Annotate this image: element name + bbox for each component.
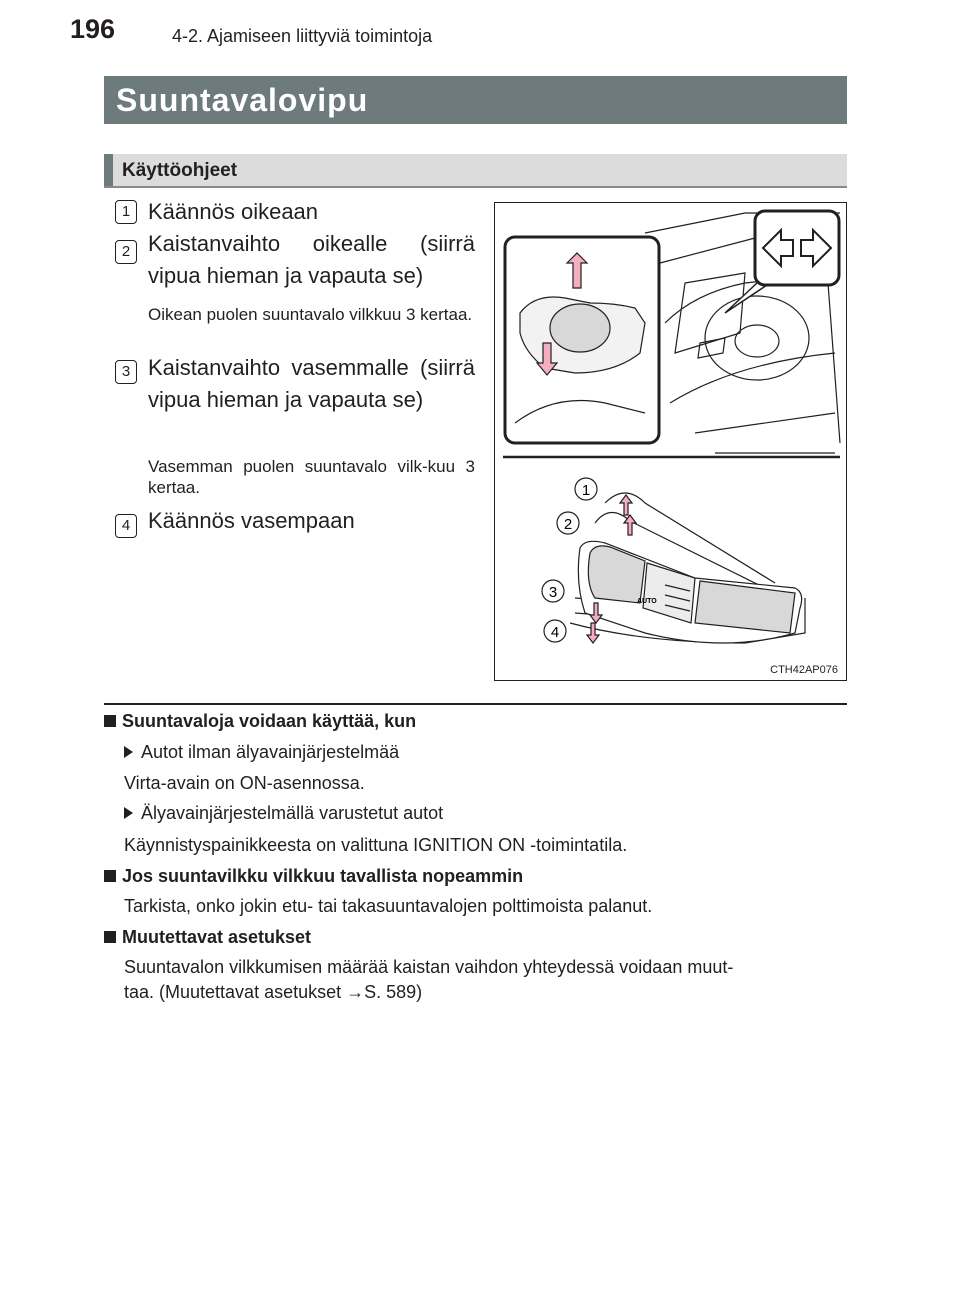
breadcrumb: 4-2. Ajamiseen liittyviä toimintoja xyxy=(172,26,433,46)
auto-switch-label: AUTO xyxy=(637,598,657,605)
figure-code: CTH42AP076 xyxy=(770,664,838,676)
note-heading-2: Jos suuntavilkku vilkkuu tavallista nopeammin xyxy=(104,866,523,887)
item-number-2: 2 xyxy=(115,240,137,264)
divider xyxy=(104,703,847,705)
note-text-2: Tarkista, onko jokin etu- tai takasuuntavalojen polttimoista palanut. xyxy=(124,896,653,916)
note-text-3b: taa. (Muutettavat asetukset →S. 589) xyxy=(124,982,423,1002)
item-text-4: Käännös vasempaan xyxy=(148,508,355,533)
section-header xyxy=(104,154,847,188)
note-heading-1: Suuntavaloja voidaan käyttää, kun xyxy=(104,711,416,732)
section-title: Käyttöohjeet xyxy=(122,160,238,181)
square-bullet-icon xyxy=(104,870,116,882)
callout-label-2: 2 xyxy=(563,516,573,533)
item-note-3: Vasemman puolen suuntavalo vilk-kuu 3 kertaa. xyxy=(148,457,475,497)
note-text-1b: Käynnistyspainikkeesta on valittuna IGNITION ON -toimintatila. xyxy=(124,835,628,855)
note-text-3a: Suuntavalon vilkkumisen määrää kaistan vaihdon yhteydessä voidaan muut- xyxy=(124,957,734,977)
illustration-frame xyxy=(494,202,847,681)
lever-illustration xyxy=(495,203,848,682)
item-number-3: 3 xyxy=(115,360,137,384)
page-number: 196 xyxy=(70,14,116,44)
item-number-1: 1 xyxy=(115,200,137,224)
square-bullet-icon xyxy=(104,931,116,943)
note-text-1a: Virta-avain on ON-asennossa. xyxy=(124,773,365,793)
section-accent xyxy=(104,154,113,186)
note-heading-3: Muutettavat asetukset xyxy=(104,927,311,948)
hand-detail-inset xyxy=(505,237,659,443)
callout-label-3: 3 xyxy=(548,584,558,601)
bullet-1: Autot ilman älyavainjärjestelmää xyxy=(124,742,399,763)
square-bullet-icon xyxy=(104,715,116,727)
triangle-bullet-icon xyxy=(124,807,133,819)
callout-label-1: 1 xyxy=(581,482,591,499)
triangle-bullet-icon xyxy=(124,746,133,758)
lever-positions xyxy=(570,493,805,643)
item-text-2: Kaistanvaihto oikealle (siirrä vipua hieman ja vapauta se) xyxy=(148,231,475,288)
item-text-3: Kaistanvaihto vasemmalle (siirrä vipua hieman ja vapauta se) xyxy=(148,355,475,412)
title-bar xyxy=(104,76,847,124)
item-number-4: 4 xyxy=(115,514,137,538)
indicator-callout xyxy=(725,211,839,313)
page-title: Suuntavalovipu xyxy=(116,82,369,118)
bullet-2: Älyavainjärjestelmällä varustetut autot xyxy=(124,803,443,824)
callout-label-4: 4 xyxy=(550,624,560,641)
item-text-1: Käännös oikeaan xyxy=(148,199,319,224)
item-note-2: Oikean puolen suuntavalo vilkkuu 3 kertaa. xyxy=(148,305,473,324)
